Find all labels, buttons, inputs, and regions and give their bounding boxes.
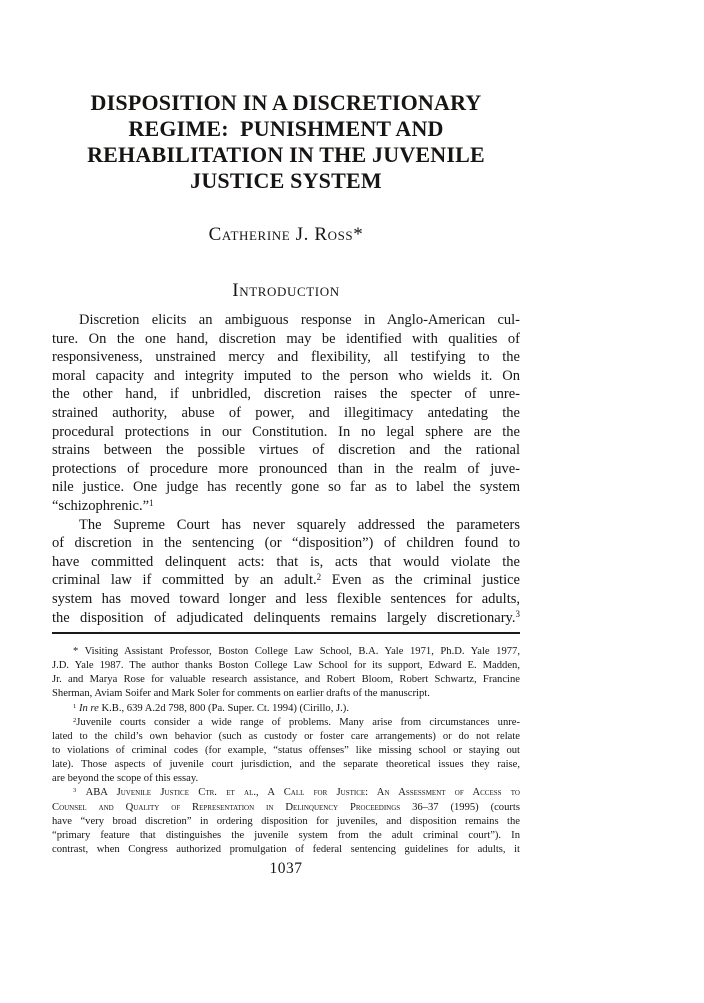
- footnote-marker: 2: [316, 572, 322, 583]
- footnote-line: $^1$ In re K.B., 639 A.2d 798, 800 (Pa. Super. Ct. 1994) (Cirillo, J.).: [73, 702, 349, 714]
- body-text-line: responsiveness, unstrained mercy and flexibility, all testifying to the: [52, 349, 520, 366]
- footnote-separator-rule: [52, 632, 520, 634]
- body-text-line: the other hand, if unbridled, discretion raises the specter of unre-: [52, 386, 520, 403]
- footnote-marker: 1: [73, 702, 77, 710]
- body-text-line: procedural protections in our Constitution. In no legal sphere are the: [52, 423, 520, 440]
- footnote-marker: 2: [73, 716, 77, 724]
- body-text-line: strains between the possible virtues of discretion and the rational: [52, 442, 520, 459]
- footnote-line: are beyond the scope of this essay.: [52, 773, 199, 785]
- body-text-line: “schizophrenic.”$^1$: [52, 497, 154, 514]
- footnote-line: $^2$Juvenile courts consider a wide range of problems. Many arise from circumstances unre-: [73, 716, 520, 728]
- footnote-line: Sherman, Aviam Soifer and Mark Soler for comments on earlier drafts of the manuscript.: [52, 688, 430, 700]
- article-title-line: DISPOSITION IN A DISCRETIONARY: [90, 90, 482, 115]
- footnote-marker: 3: [515, 609, 520, 620]
- body-text-line: moral capacity and integrity imputed to the person who wields it. On: [52, 367, 520, 384]
- body-text: [52, 311, 520, 627]
- footnote-line: Counsel and Quality of Representation in Delinquency Proceedings 36–37 (1995) (courts: [52, 801, 520, 813]
- section-heading-introduction: Introduction: [232, 280, 340, 301]
- article-title-line: JUSTICE SYSTEM: [190, 168, 382, 193]
- footnote-line: have “very broad discretion” in ordering disposition for juveniles, and disposition remains the: [52, 815, 520, 827]
- page-number: 1037: [269, 860, 303, 877]
- paragraph: [52, 311, 520, 516]
- footnote-line: to violations of criminal codes (for example, “status offenses” like missing school or staying out: [52, 744, 520, 756]
- styled-text: In re: [78, 702, 99, 714]
- footnote-line: lated to the child’s own behavior (such as custody or foster care arrangements) or do not relate: [52, 730, 520, 742]
- article-title-line: REHABILITATION IN THE JUVENILE: [87, 142, 485, 167]
- footnote-line: late). Those aspects of juvenile court jurisdiction, and the separate theoretical issues they raise,: [52, 759, 520, 771]
- footnote-line: [52, 786, 520, 800]
- footnote-marker: 3: [73, 787, 77, 795]
- body-text-line: the disposition of adjudicated delinquents remains largely discretionary.$^3$: [52, 609, 520, 626]
- footnote-line: J.D. Yale 1987. The author thanks Boston College Law School for its support, Edward E. Madden,: [52, 660, 520, 672]
- footnotes-block: [52, 645, 520, 857]
- styled-text: Counsel and Quality of Representation in Delinquency Proceedings: [52, 801, 401, 813]
- body-text-line: protections of procedure more pronounced than in the realm of juve-: [52, 460, 520, 477]
- body-text-line: Discretion elicits an ambiguous response in Anglo-American cul-: [79, 312, 520, 328]
- footnote-line: “primary feature that distinguishes the juvenile system from the adult criminal court”). In: [52, 829, 520, 841]
- body-text-line: system has moved toward longer and less flexible sentences for adults,: [52, 590, 520, 607]
- body-text-line: The Supreme Court has never squarely addressed the parameters: [79, 516, 520, 533]
- body-text-line: ture. On the one hand, discretion may be identified with qualities of: [52, 330, 520, 347]
- paragraph: [52, 516, 520, 628]
- footnote-line: contrast, when Congress authorized promulgation of federal sentencing guidelines for adults, it: [52, 843, 520, 855]
- author-name: Catherine J. Ross*: [208, 224, 364, 245]
- body-text-line: of discretion in the sentencing (or “disposition”) of children found to: [52, 535, 520, 552]
- body-text-line: strained authority, abuse of power, and illegitimacy antedating the: [52, 404, 520, 421]
- footnote-line: * Visiting Assistant Professor, Boston College Law School, B.A. Yale 1971, Ph.D. Yale 1977,: [73, 646, 520, 657]
- body-text-line: criminal law if committed by an adult.$^2$ Even as the criminal justice: [52, 572, 520, 589]
- body-text-line: have committed delinquent acts: that is, acts that would violate the: [52, 553, 520, 570]
- body-text-line: nile justice. One judge has recently gone so far as to label the system: [52, 479, 520, 496]
- article-title: [52, 90, 520, 194]
- footnote-line: Jr. and Marya Rose for valuable research assistance, and Robert Bloom, Robert Schwartz, Francine: [52, 674, 520, 686]
- article-title-line: REGIME: PUNISHMENT AND: [128, 116, 444, 141]
- styled-text: ABA Juvenile Justice Ctr. et al., A Call for Justice: An Assessment of Access to: [85, 787, 520, 799]
- footnote-marker: 1: [149, 497, 154, 508]
